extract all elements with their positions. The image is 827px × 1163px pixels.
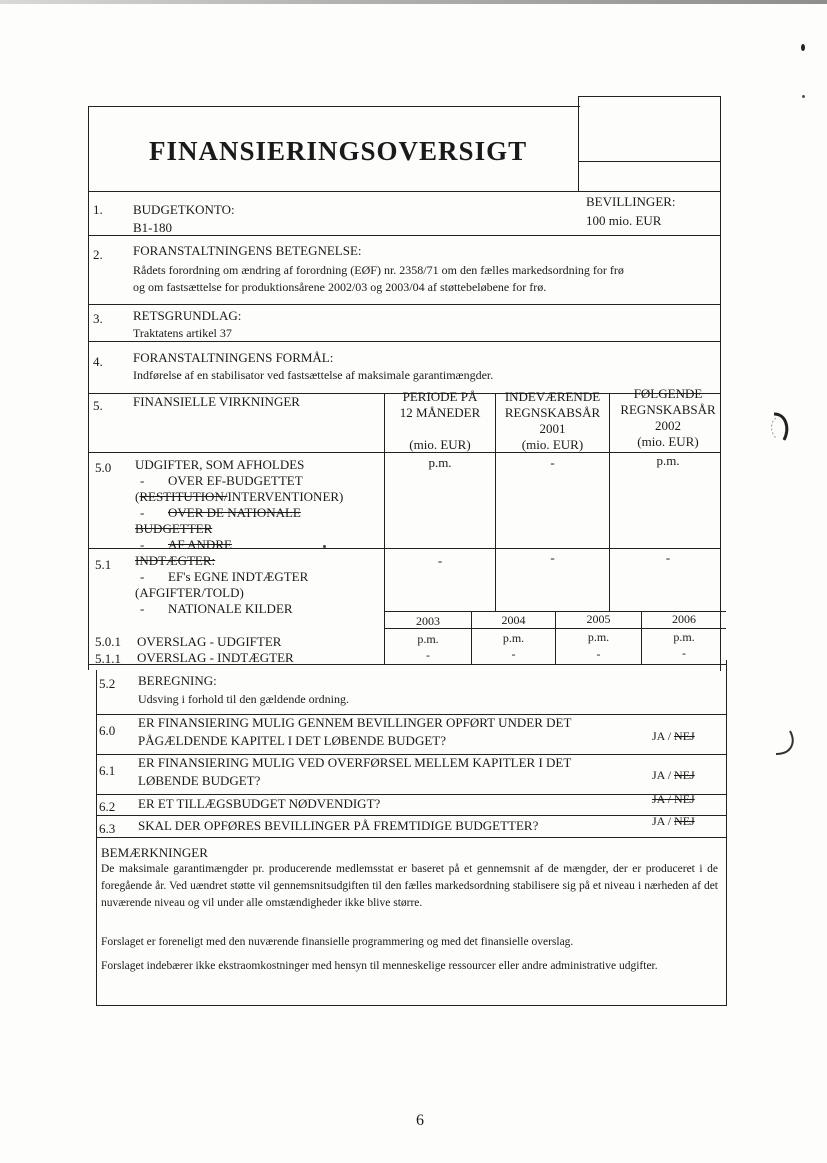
cell-value: - [665,550,671,565]
appropriations-value: 100 mio. EUR [586,213,662,228]
remarks-paragraph: Forslaget er foreneligt med den nuværende finansielle programmering og med det finansielle overslag. [101,936,574,948]
answer-ja-nej-struck: JA / NEJ [652,792,695,806]
cell-value: - [511,647,516,661]
year-header: 2003 [416,614,440,628]
row-sublabel: (AFGIFTER/TOLD) [135,585,244,600]
remarks-paragraph: De maksimale garantimængder pr. producerende medlemsstat er baseret på et gennemsnit af de mængder, der er produceret i de foregående år. Ved uændret støtte vil gennemsnitsudgiften til den fælles markedsordning stabilisere sig på et niveau i nærheden af det nuværende niveau og vil under alle omstændigheder ikke blive større. [101,863,718,909]
column-header-period: PERIODE PÅ 12 MÅNEDER (mio. EUR) [399,389,481,452]
section-number: 5.2 [99,676,116,691]
page-title: FINANSIERINGSOVERSIGT [149,136,528,166]
row-sublabel: OVER EF-BUDGETTET [168,473,303,488]
budget-account-value: B1-180 [133,220,172,235]
section-number: 6.3 [99,821,116,836]
year-header: 2005 [586,612,611,626]
cell-value: - [426,648,430,662]
section-label: BUDGETKONTO: [133,202,235,217]
section-number: 3. [93,311,103,326]
year-header: 2006 [672,612,696,626]
section-number: 6.2 [99,799,116,814]
question-line: ER ET TILLÆGSBUDGET NØDVENDIGT? [138,796,381,811]
row-sublabel: EF's EGNE INDTÆGTER [168,569,309,584]
question-line: PÅGÆLDENDE KAPITEL I DET LØBENDE BUDGET? [138,733,446,748]
section-number: 4. [93,354,103,369]
section-label: RETSGRUNDLAG: [133,308,242,323]
section-label: FINANSIELLE VIRKNINGER [133,394,300,409]
cell-value: p.m. [587,630,610,644]
binder-hole-mark [764,410,794,446]
purpose-value: Indførelse af en stabilisator ved fastsættelse af maksimale garantimængder. [133,368,494,382]
row-sublabel-struck: OVER DE NATIONALE [168,505,301,520]
page-number: 6 [416,1112,424,1129]
binder-hole-mark [770,728,800,760]
row-label: UDGIFTER, SOM AFHOLDES [135,457,305,472]
section-number: 1. [93,202,103,217]
cell-value: p.m. [656,453,680,468]
row-number: 5.1.1 [95,651,121,666]
cell-value: - [682,646,686,660]
section-label: BEREGNING: [138,673,217,688]
year-header: 2004 [501,613,526,627]
question-line: ER FINANSIERING MULIG GENNEM BEVILLINGER OPFØRT UNDER DET [138,715,572,730]
answer-ja-nej: JA / NEJ [652,729,695,743]
row-label: OVERSLAG - INDTÆGTER [137,650,294,665]
cell-value: p.m. [673,630,695,644]
cell-value: - [437,553,443,568]
cell-value: p.m. [417,632,439,646]
remarks-heading: BEMÆRKNINGER [101,845,208,860]
question-line: LØBENDE BUDGET? [138,773,261,788]
answer-ja-nej: JA / NEJ [652,768,695,782]
cell-value: p.m. [428,455,452,470]
bullet: - [140,473,145,488]
row-number: 5.1 [95,557,112,572]
bullet: - [140,505,145,520]
row-number: 5.0.1 [95,634,121,649]
speck [801,44,805,51]
section-number: 6.0 [99,723,116,738]
scan-edge [0,0,827,4]
section-number: 5. [93,398,103,413]
legal-basis-value: Traktatens artikel 37 [133,326,232,340]
section-number: 6.1 [99,763,116,778]
row-label-struck: INDTÆGTER: [135,553,216,568]
measure-text-line: og om fastsættelse for produktionsårene 2002/03 og 2003/04 af støttebeløbene for frø. [133,280,547,294]
column-header-following-year: FØLGENDE REGNSKABSÅR 2002 (mio. EUR) [620,386,716,449]
section-label: FORANSTALTNINGENS BETEGNELSE: [133,243,362,258]
section-number: 2. [93,247,103,262]
question-line: SKAL DER OPFØRES BEVILLINGER PÅ FREMTIDIGE BUDGETTER? [138,818,539,833]
question-line: ER FINANSIERING MULIG VED OVERFØRSEL MELLEM KAPITLER I DET [138,755,572,770]
cell-value: - [550,550,555,565]
cell-value: - [596,647,601,661]
column-header-current-year: INDEVÆRENDE REGNSKABSÅR 2001 (mio. EUR) [504,389,601,452]
section-label: FORANSTALTNINGENS FORMÅL: [133,350,334,365]
row-label: OVERSLAG - UDGIFTER [137,634,282,649]
speck [323,545,326,548]
row-sublabel-struck: AF ANDRE [168,537,232,552]
measure-text-line: Rådets forordning om ændring af forordning (EØF) nr. 2358/71 om den fælles markedsordning for frø [133,263,624,277]
answer-ja-nej: JA / NEJ [652,814,695,828]
bullet: - [140,537,145,552]
row-number: 5.0 [95,460,112,475]
cell-value: p.m. [502,631,525,645]
bullet: - [140,601,145,616]
calculation-value: Udsving i forhold til den gældende ordning. [138,692,349,706]
remarks-paragraph: Forslaget indebærer ikke ekstraomkostninger med hensyn til menneskelige ressourcer eller andre administrative udgifter. [101,960,658,972]
row-sublabel: NATIONALE KILDER [168,601,293,616]
bullet: - [140,569,145,584]
cell-value: - [550,455,555,470]
speck [802,95,805,98]
row-sublabel: (RESTITUTION/INTERVENTIONER) [135,489,344,504]
appropriations-label: BEVILLINGER: [586,194,676,209]
row-sublabel-struck: BUDGETTER [135,521,213,536]
